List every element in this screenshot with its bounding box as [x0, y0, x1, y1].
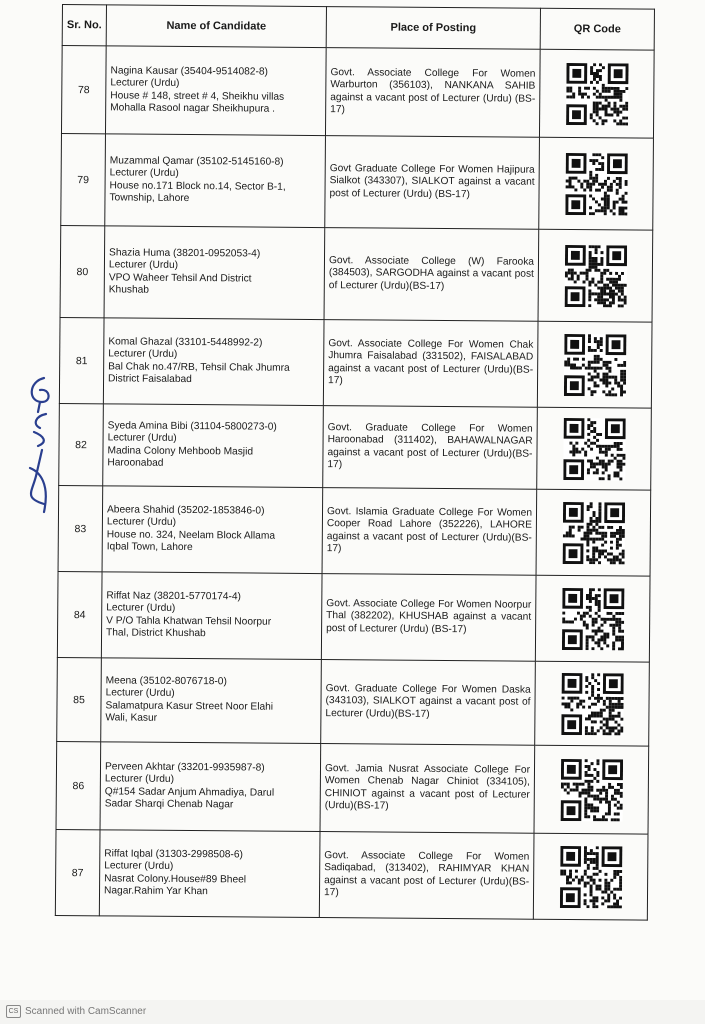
candidate-cell	[101, 658, 322, 744]
qr-code-icon	[561, 672, 623, 734]
candidate-address: Khushab	[108, 284, 150, 296]
candidate-address: Nasrat Colony.House#89 Bheel	[104, 872, 247, 885]
candidate-cell	[100, 742, 321, 832]
qr-code-icon	[565, 152, 627, 214]
row-sr-no: 80	[60, 225, 105, 317]
qr-code-icon	[563, 333, 625, 395]
candidate-address: Haroonabad	[107, 457, 164, 469]
table-row	[56, 741, 649, 834]
candidate-designation: Lecturer (Urdu)	[106, 516, 177, 528]
header-qr: QR Code	[540, 8, 654, 50]
candidate-name: Komal Ghazal (33101-5448992-2)	[108, 335, 263, 349]
qr-cell	[536, 489, 651, 576]
table-row	[57, 571, 650, 662]
header-sr-no: Sr. No.	[62, 5, 106, 46]
candidate-designation: Lecturer (Urdu)	[108, 348, 178, 360]
table-row	[60, 225, 653, 322]
header-name: Name of Candidate	[106, 5, 326, 48]
table-row	[57, 657, 650, 746]
camscanner-logo-icon: CS	[6, 1005, 21, 1018]
candidate-designation: Lecturer (Urdu)	[104, 860, 174, 872]
candidate-cell	[105, 46, 326, 136]
candidate-cell	[101, 572, 322, 660]
candidate-cell	[102, 486, 323, 574]
qr-cell	[535, 661, 650, 746]
candidate-name: Perveen Akhtar (33201-9935987-8)	[104, 760, 265, 774]
candidate-designation: Lecturer (Urdu)	[109, 167, 179, 179]
row-sr-no: 78	[61, 46, 106, 134]
qr-code-icon	[566, 62, 628, 124]
qr-cell	[537, 321, 652, 408]
row-sr-no: 84	[57, 571, 102, 657]
table-header-row	[62, 5, 654, 51]
candidate-name: Nagina Kausar (35404-9514082-8)	[110, 64, 268, 78]
candidate-address: Salamatpura Kasur Street Noor Elahi	[105, 699, 274, 713]
candidate-name: Shazia Huma (38201-0952053-4)	[109, 246, 261, 260]
candidate-name: Meena (35102-8076718-0)	[105, 674, 227, 687]
qr-cell	[534, 745, 649, 834]
candidate-address: Nagar.Rahim Yar Khan	[103, 885, 208, 898]
place-of-posting: Govt. Associate College For Women Noorpur Thal (382202), KHUSHAB against a vacant post of Lecturer (Urdu) (BS-17)	[321, 574, 536, 662]
candidate-address: House no. 324, Neelam Block Allama	[106, 528, 276, 542]
candidate-designation: Lecturer (Urdu)	[105, 687, 175, 699]
row-sr-no: 85	[57, 657, 102, 741]
qr-code-icon	[559, 845, 621, 907]
posting-table	[55, 4, 655, 921]
header-place: Place of Posting	[326, 7, 540, 50]
place-of-posting: Govt. Islamia Graduate College For Women Cooper Road Lahore (352226), LAHORE against a vacant post of Lecturer (Urdu)(BS-17)	[322, 488, 537, 576]
candidate-address: Wali, Kasur	[105, 712, 158, 724]
table-row	[61, 46, 654, 139]
place-of-posting: Govt. Graduate College For Women Haroonabad (311402), BAHAWALNAGAR against a vacant post of Lecturer (Urdu)(BS-17)	[323, 406, 538, 490]
qr-code-icon	[561, 587, 623, 649]
row-sr-no: 83	[58, 485, 103, 571]
row-sr-no: 86	[56, 741, 101, 829]
qr-cell	[539, 49, 654, 138]
qr-cell	[539, 137, 654, 230]
candidate-cell	[103, 404, 324, 488]
place-of-posting: Govt. Jamia Nusrat Associate College For Women Chenab Nagar Chiniot (334105), CHINIOT against a vacant post of Lecturer (Urdu)(BS-17)	[320, 744, 535, 834]
scanner-footer	[6, 1005, 146, 1018]
place-of-posting: Govt. Associate College For Women Sadiqabad, (313402), RAHIMYAR KHAN against a vacant post of Lecturer (Urdu)(BS-17)	[319, 832, 534, 920]
table-row	[58, 485, 651, 576]
row-sr-no: 79	[61, 133, 106, 225]
handwritten-signature	[14, 372, 60, 517]
table-row	[59, 317, 652, 408]
candidate-name: Syeda Amina Bibi (31104-5800273-0)	[107, 419, 277, 433]
candidate-designation: Lecturer (Urdu)	[106, 602, 176, 614]
candidate-address: Thal, District Khushab	[106, 627, 206, 640]
candidate-designation: Lecturer (Urdu)	[104, 773, 175, 785]
candidate-name: Riffat Iqbal (31303-2998508-6)	[104, 847, 243, 860]
table-row	[61, 133, 654, 230]
candidate-designation: Lecturer (Urdu)	[108, 259, 179, 271]
candidate-name: Riffat Naz (38201-5770174-4)	[106, 589, 242, 602]
place-of-posting: Govt. Associate College For Women Warburton (356103), NANKANA SAHIB against a vacant post of Lecturer (Urdu) (BS-17)	[325, 48, 540, 138]
candidate-address: District Faisalabad	[108, 373, 192, 386]
candidate-cell	[104, 226, 325, 320]
candidate-address: Bal Chak no.47/RB, Tehsil Chak Jhumra	[108, 360, 290, 374]
qr-cell	[538, 229, 653, 322]
candidate-cell	[103, 318, 324, 406]
place-of-posting: Govt. Associate College (W) Farooka (384503), SARGODHA against a vacant post of Lecturer (Urdu)(BS-17)	[324, 228, 539, 322]
row-sr-no: 82	[59, 403, 104, 485]
qr-cell	[535, 575, 650, 662]
row-sr-no: 81	[59, 317, 104, 403]
place-of-posting: Govt. Graduate College For Women Daska (343103), SIALKOT against a vacant post of Lecturer (Urdu)(BS-17)	[321, 660, 536, 746]
candidate-address: Sadar Sharqi Chenab Nagar	[104, 798, 234, 811]
qr-code-icon	[560, 758, 622, 820]
candidate-address: Iqbal Town, Lahore	[106, 541, 193, 554]
candidate-address: House # 148, street # 4, Sheikhu villas	[110, 89, 285, 103]
qr-cell	[537, 407, 652, 490]
table-row	[55, 829, 648, 920]
place-of-posting: Govt. Associate College For Women Chak Jhumra Faisalabad (331502), FAISALABAD against a vacant post of Lecturer (Urdu)(BS-17)	[323, 320, 538, 408]
qr-cell	[533, 833, 648, 920]
place-of-posting: Govt Graduate College For Women Hajipura Sialkot (343307), SIALKOT against a vacant post of Lecturer (Urdu) (BS-17)	[325, 136, 540, 230]
candidate-address: Madina Colony Mehboob Masjid	[107, 444, 254, 458]
qr-code-icon	[562, 501, 624, 563]
candidate-address: Q#154 Sadar Anjum Ahmadiya, Darul	[104, 785, 275, 799]
table-row	[59, 403, 652, 490]
candidate-address: Township, Lahore	[109, 192, 190, 205]
footer-text: Scanned with CamScanner	[25, 1006, 147, 1017]
candidate-cell	[99, 830, 320, 918]
row-sr-no: 87	[55, 829, 100, 915]
qr-code-icon	[564, 244, 626, 306]
qr-code-icon	[563, 417, 625, 479]
candidate-designation: Lecturer (Urdu)	[110, 77, 180, 89]
candidate-name: Abeera Shahid (35202-1853846-0)	[106, 503, 265, 517]
candidate-designation: Lecturer (Urdu)	[107, 432, 177, 444]
candidate-cell	[105, 134, 326, 228]
candidate-name: Muzammal Qamar (35102-5145160-8)	[109, 154, 284, 168]
candidate-address: VPO Waheer Tehsil And District	[108, 271, 252, 284]
candidate-address: V P/O Tahla Khatwan Tehsil Noorpur	[106, 614, 272, 628]
candidate-address: Mohalla Rasool nagar Sheikhupura .	[110, 102, 276, 115]
candidate-address: House no.171 Block no.14, Sector B-1,	[109, 179, 286, 193]
